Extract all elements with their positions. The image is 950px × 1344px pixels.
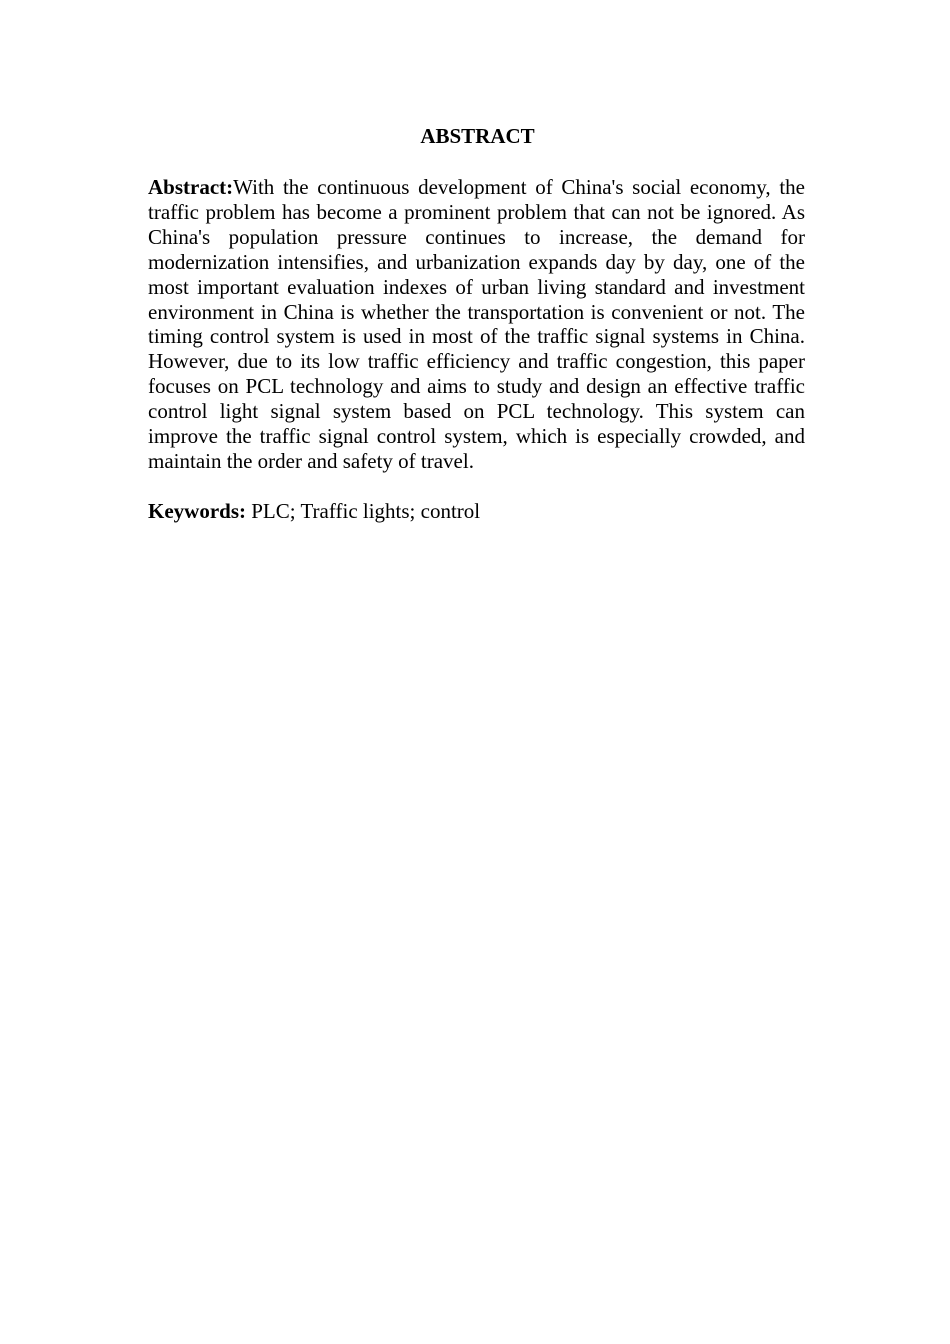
abstract-section [148, 120, 805, 524]
abstract-body: With the continuous development of China's social economy, the traffic problem has become a prominent problem that can not be ignored. As China's population pressure continues to increase, the demand for modernization intensifies, and urbanization expands day by day, one of the most important evaluation indexes of urban living standard and investment environment in China is whether the transportation is convenient or not. The timing control system is used in most of the traffic signal systems in China. However, due to its low traffic efficiency and traffic congestion, this paper focuses on PCL technology and aims to study and design an effective traffic control light signal system based on PCL technology. This system can improve the traffic signal control system, which is especially crowded, and maintain the order and safety of travel. [148, 175, 805, 473]
page-title: ABSTRACT [420, 124, 535, 148]
keywords-list: PLC; Traffic lights; control [246, 498, 481, 523]
abstract-label: Abstract: [148, 175, 234, 199]
keywords-label: Keywords: [148, 498, 246, 523]
abstract-paragraph [148, 175, 805, 474]
keywords-paragraph [148, 499, 805, 524]
